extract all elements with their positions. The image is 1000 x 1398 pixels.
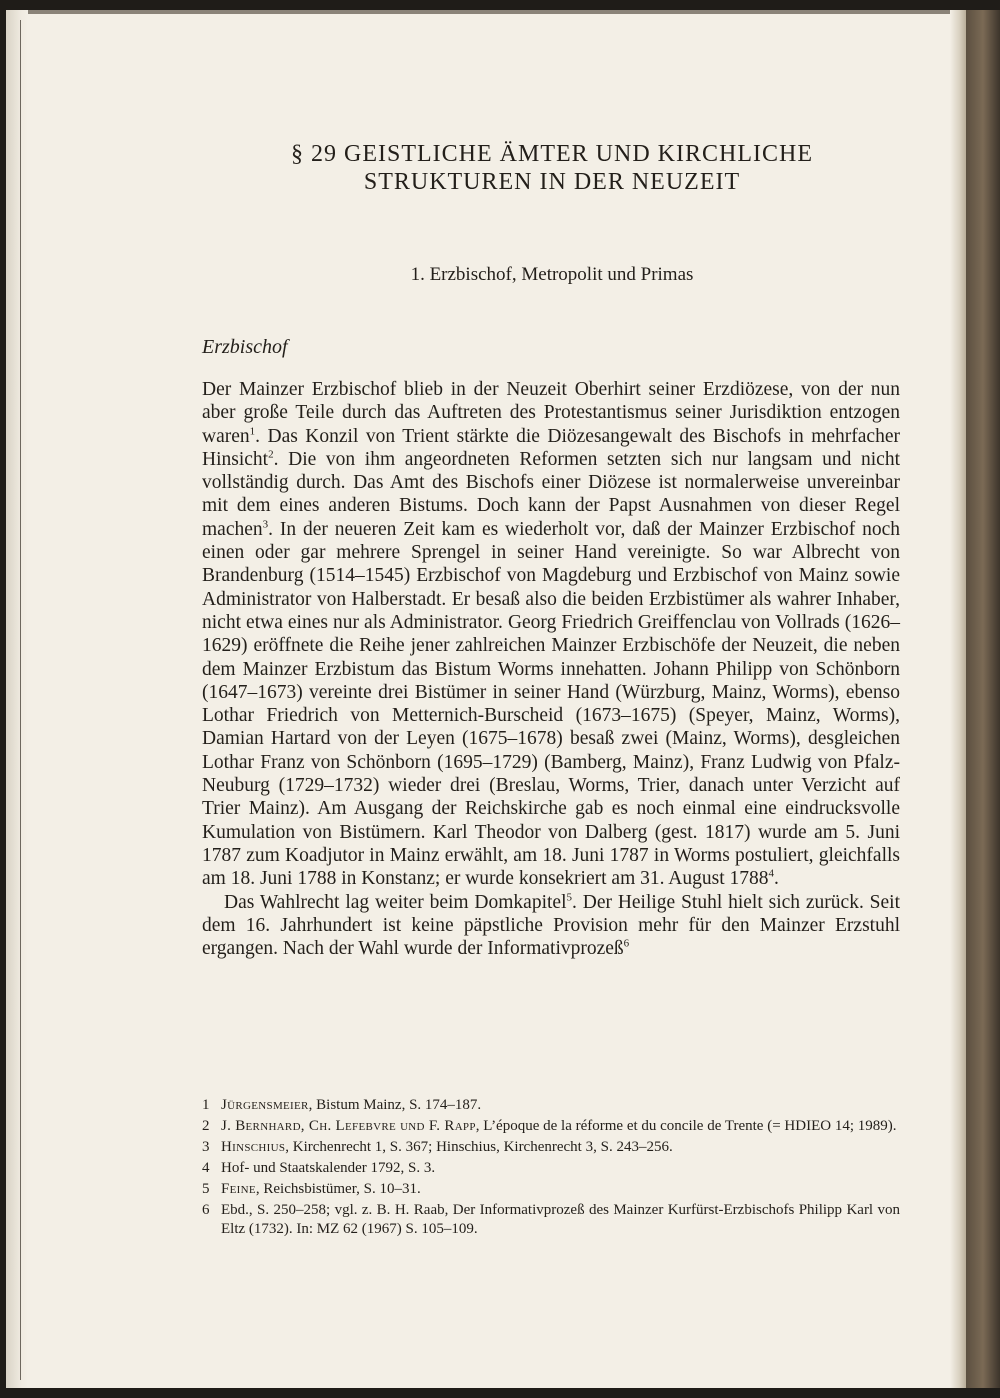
paragraph-text: . [774,868,779,890]
footnote-number: 1 [202,1097,210,1113]
paragraph-text: . In der neueren Zeit kam es wiederholt vor, daß der Mainzer Erzbischof noch einen oder gar mehrere Sprengel in seiner Hand vereinigte. So war Albrecht von Brandenburg (1514–1545) Erzbischof von Magdeburg und Erzbischof von Mainz sowie Administrator von Halberstadt. Er besaß also die beiden Erzbistümer als wahrer Inhaber, nicht etwa eines nur als Administrator. Georg Friedrich Greiffenclau von Vollrads (1626–1629) eröffnete die Reihe jener zahlreichen Mainzer Erzbischöfe der Neuzeit, die neben dem Mainzer Erzbistum das Bistum Worms innehatten. Johann Philipp von Schönborn (1647–1673) vereinte drei Bistümer in seiner Hand (Würzburg, Mainz, Worms), ebenso Lothar Friedrich von Metternich-Burscheid (1673–1675) (Speyer, Mainz, Worms), Damian Hartard von der Leyen (1675–1678) besaß zwei (Mainz, Worms), desgleichen Lothar Franz von Schönborn (1695–1729) (Bamberg, Mainz), Franz Ludwig von Pfalz-Neuburg (1729–1732) wieder drei (Breslau, Worms, Trier, danach unter Verzicht auf Trier Mainz). Am Ausgang der Reichskirche gab es noch einmal eine eindrucksvolle Kumulation von Bistümern. Karl Theodor von Dalberg (gest. 1817) wurde am 5. Juni 1787 zum Koadjutor in Mainz erwählt, am 18. Juni 1787 in Worms postuliert, gleichfalls am 18. Juni 1788 in Konstanz; er wurde konsekriert am 31. August 1788 [202,518,900,890]
book-spine [966,10,1000,1388]
subheading: Erzbischof [202,336,288,358]
page-gutter [6,10,28,1388]
footnote-text [221,1159,900,1178]
footnote-item [202,1138,900,1157]
footnote-reference[interactable]: 6 [623,937,630,950]
footnote-reference[interactable]: 3 [262,518,269,531]
footnotes [202,1096,900,1241]
gutter-line [20,20,21,1380]
footnote-item [202,1159,900,1178]
footnote-citation: , Bistum Mainz, S. 174–187. [308,1097,482,1113]
footnote-author: J. Bernhard, Ch. Lefebvre und F. Rapp [221,1118,476,1134]
footnote-text [221,1138,900,1157]
footnote-reference[interactable]: 5 [566,891,572,904]
subsection-title: 1. Erzbischof, Metropolit und Primas [410,264,694,285]
footnote-citation: Ebd., S. 250–258; vgl. z. B. H. Raab, Der Informativprozeß des Mainzer Kurfürst-Erzbischofs Philipp Karl von Eltz (1732). In: MZ 62 (1967) S. 105–109. [221,1202,900,1237]
page-edge [950,10,966,1388]
page-top-edge [6,10,966,14]
footnote-citation: , L’époque de la réforme et du concile de Trente (= HDIEO 14; 1989). [475,1118,897,1134]
footnote-author: Hinschius [221,1139,286,1155]
paragraph-text: Das Wahlrecht lag weiter beim Domkapitel [224,891,567,913]
footnote-citation: , Kirchenrecht 1, S. 367; Hinschius, Kirchenrecht 3, S. 243–256. [285,1139,673,1155]
paragraph-text: . Die von ihm angeordneten Reformen setzten sich nur langsam und nicht vollständig durch. Das Amt des Bischofs einer Diözese ist normalerweise unvereinbar mit dem eines anderen Bistums. Doch kann der Papst Ausnahmen von dieser Regel machen [202,448,900,540]
footnote-text [221,1096,900,1115]
footnote-number: 3 [202,1139,210,1155]
footnote-text [221,1180,900,1199]
footnote-item [202,1180,900,1199]
body-text [202,378,900,960]
footnote-citation: , Reichsbistümer, S. 10–31. [255,1181,421,1197]
footnote-reference[interactable]: 1 [249,425,256,438]
paragraph-2 [202,891,900,961]
footnote-reference[interactable]: 4 [768,867,774,880]
paragraph-text: Der Mainzer Erzbischof blieb in der Neuzeit Oberhirt seiner Erzdiözese, von der nun aber große Teile durch das Auftreten des Protestantismus seiner Jurisdiktion entzogen waren [202,379,900,447]
section-title [202,140,902,196]
footnote-item [202,1201,900,1239]
footnote-item [202,1096,900,1115]
footnote-number: 6 [202,1202,210,1218]
footnote-item [202,1117,900,1136]
footnote-reference[interactable]: 2 [268,448,274,461]
footnote-text [221,1201,900,1239]
footnote-author: Feine [221,1181,256,1197]
footnote-number: 5 [202,1181,210,1197]
book-page [6,10,966,1388]
paragraph-1 [202,378,900,891]
section-title-line-2: STRUKTUREN IN DER NEUZEIT [363,169,741,195]
paragraph-text: . Der Heilige Stuhl hielt sich zurück. Seit dem 16. Jahrhundert ist keine päpstliche Provision mehr für den Mainzer Erzstuhl ergangen. Nach der Wahl wurde der Informativprozeß [202,891,901,960]
footnote-citation: Hof- und Staatskalender 1792, S. 3. [221,1160,436,1176]
footnote-number: 4 [202,1160,210,1176]
footnote-text [221,1117,900,1136]
section-title-line-1: § 29 GEISTLICHE ÄMTER UND KIRCHLICHE [291,141,813,167]
footnote-number: 2 [202,1118,210,1134]
footnote-author: Jürgensmeier [221,1097,309,1113]
paragraph-text: . Das Konzil von Trient stärkte die Diözesangewalt des Bischofs in mehrfacher Hinsicht [202,425,900,470]
